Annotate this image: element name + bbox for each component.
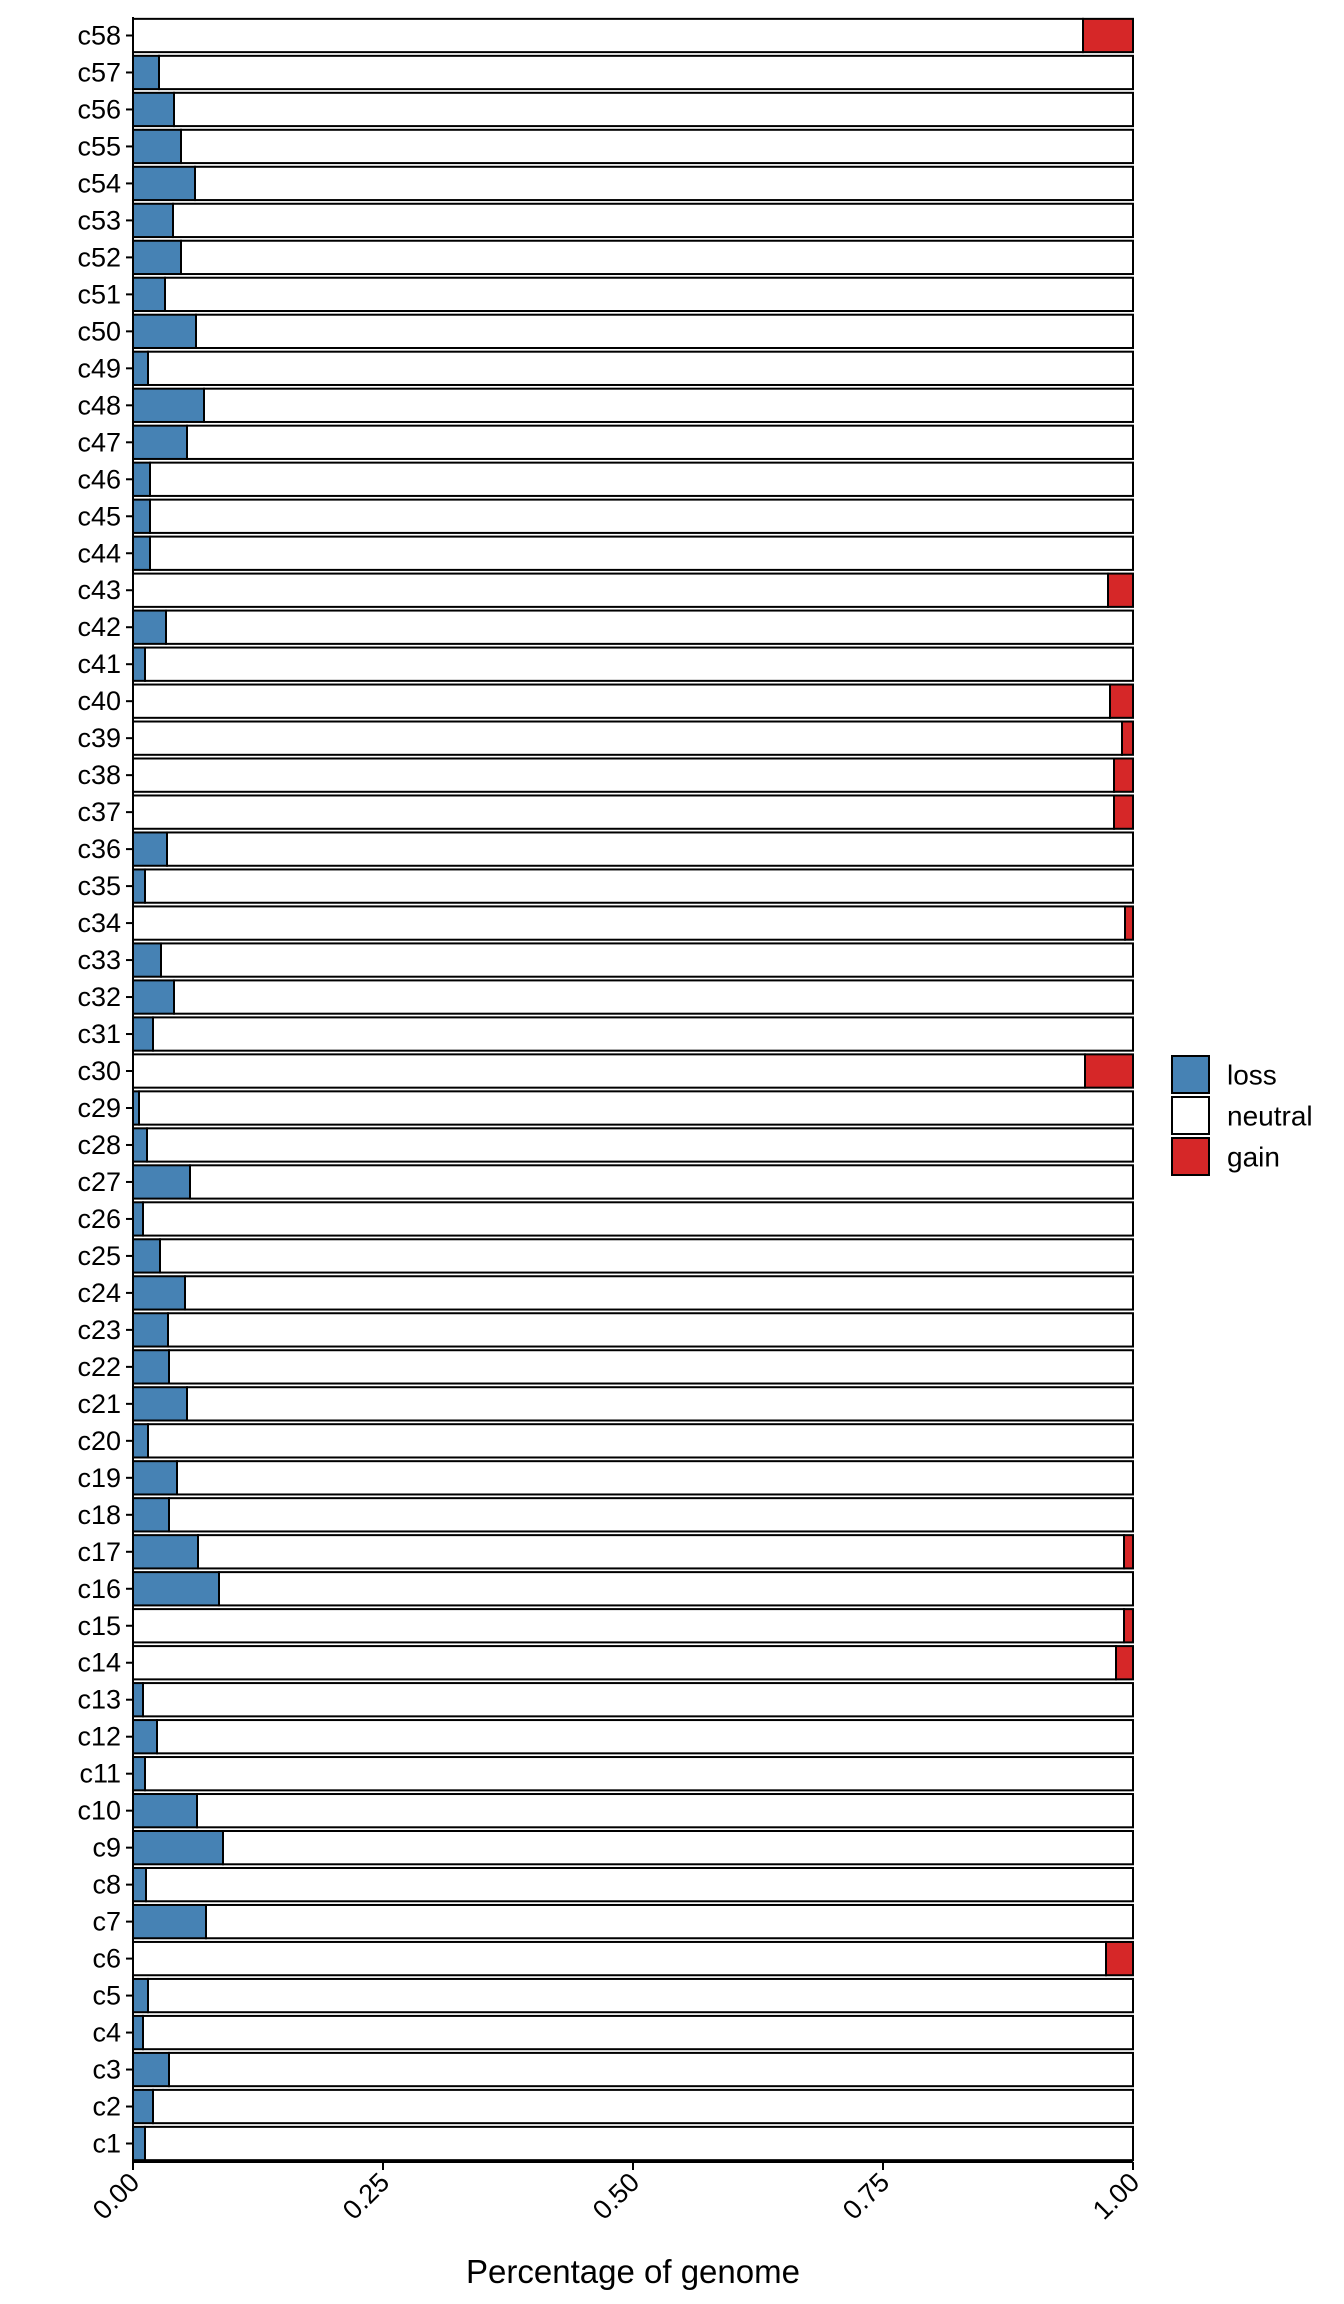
y-tick-label-c22: c22 <box>77 1351 121 1382</box>
bar-loss-c27 <box>133 1165 190 1198</box>
bar-neutral-c6 <box>133 1942 1106 1975</box>
bar-neutral-c21 <box>187 1387 1133 1420</box>
bar-neutral-c51 <box>165 278 1133 311</box>
bar-loss-c57 <box>133 56 159 89</box>
y-tick-label-c42: c42 <box>77 612 121 643</box>
bar-loss-c36 <box>133 832 167 865</box>
bar-neutral-c52 <box>181 241 1133 274</box>
y-tick-label-c57: c57 <box>77 57 121 88</box>
x-tick-label: 0.25 <box>336 2167 396 2226</box>
bar-neutral-c24 <box>185 1276 1133 1309</box>
bar-loss-c5 <box>133 1979 148 2012</box>
bar-neutral-c19 <box>177 1461 1133 1494</box>
bar-neutral-c33 <box>161 943 1133 976</box>
bar-loss-c49 <box>133 352 148 385</box>
bar-neutral-c40 <box>133 685 1110 718</box>
bar-neutral-c42 <box>166 611 1133 644</box>
bar-gain-c30 <box>1085 1054 1133 1087</box>
bar-loss-c22 <box>133 1350 169 1383</box>
y-tick-label-c52: c52 <box>77 242 121 273</box>
bar-loss-c20 <box>133 1424 148 1457</box>
y-tick-label-c46: c46 <box>77 464 121 495</box>
y-tick-label-c44: c44 <box>77 538 121 569</box>
y-tick-label-c37: c37 <box>77 797 121 828</box>
y-tick-label-c19: c19 <box>77 1462 121 1493</box>
y-tick-label-c54: c54 <box>77 168 121 199</box>
bar-neutral-c29 <box>139 1091 1133 1124</box>
y-tick-label-c6: c6 <box>92 1943 121 1974</box>
y-tick-label-c12: c12 <box>77 1721 121 1752</box>
bar-gain-c37 <box>1114 795 1133 828</box>
y-tick-label-c3: c3 <box>92 2054 121 2085</box>
bar-loss-c23 <box>133 1313 168 1346</box>
bar-neutral-c55 <box>181 130 1133 163</box>
bar-loss-c45 <box>133 500 150 533</box>
bar-neutral-c44 <box>150 537 1133 570</box>
bar-loss-c41 <box>133 648 145 681</box>
y-tick-label-c49: c49 <box>77 353 121 384</box>
bar-loss-c8 <box>133 1868 146 1901</box>
bar-neutral-c50 <box>196 315 1133 348</box>
bar-neutral-c22 <box>169 1350 1133 1383</box>
x-tick-label: 1.00 <box>1086 2167 1146 2226</box>
y-tick-label-c8: c8 <box>92 1869 121 1900</box>
bar-neutral-c15 <box>133 1609 1124 1642</box>
bar-loss-c53 <box>133 204 173 237</box>
y-tick-label-c47: c47 <box>77 427 121 458</box>
bar-loss-c19 <box>133 1461 177 1494</box>
bar-loss-c26 <box>133 1202 143 1235</box>
y-tick-label-c33: c33 <box>77 945 121 976</box>
y-tick-label-c1: c1 <box>92 2128 121 2159</box>
y-tick-label-c26: c26 <box>77 1203 121 1234</box>
bar-loss-c2 <box>133 2090 153 2123</box>
bar-neutral-c32 <box>174 980 1133 1013</box>
y-tick-label-c53: c53 <box>77 205 121 236</box>
bar-loss-c4 <box>133 2016 143 2049</box>
x-tick-label: 0.75 <box>836 2167 896 2226</box>
bar-loss-c33 <box>133 943 161 976</box>
bar-gain-c38 <box>1114 759 1133 792</box>
bar-loss-c11 <box>133 1757 145 1790</box>
bar-loss-c52 <box>133 241 181 274</box>
bar-neutral-c16 <box>219 1572 1133 1605</box>
bar-neutral-c26 <box>143 1202 1133 1235</box>
y-tick-label-c29: c29 <box>77 1092 121 1123</box>
y-tick-label-c45: c45 <box>77 501 121 532</box>
bar-loss-c7 <box>133 1905 206 1938</box>
y-tick-label-c13: c13 <box>77 1684 121 1715</box>
bar-loss-c9 <box>133 1831 223 1864</box>
bar-neutral-c56 <box>174 93 1133 126</box>
bar-neutral-c37 <box>133 795 1114 828</box>
y-tick-label-c21: c21 <box>77 1388 121 1419</box>
bar-loss-c12 <box>133 1720 157 1753</box>
bar-loss-c50 <box>133 315 196 348</box>
legend-key-loss <box>1172 1056 1209 1093</box>
bar-loss-c55 <box>133 130 181 163</box>
y-tick-label-c15: c15 <box>77 1610 121 1641</box>
bar-neutral-c54 <box>195 167 1133 200</box>
bar-neutral-c48 <box>204 389 1133 422</box>
bar-neutral-c31 <box>153 1017 1133 1050</box>
y-tick-label-c2: c2 <box>92 2091 121 2122</box>
y-tick-label-c28: c28 <box>77 1129 121 1160</box>
y-tick-label-c24: c24 <box>77 1277 121 1308</box>
bar-neutral-c18 <box>169 1498 1133 1531</box>
bar-loss-c35 <box>133 869 145 902</box>
bar-neutral-c13 <box>143 1683 1133 1716</box>
legend-label-neutral: neutral <box>1227 1100 1313 1132</box>
legend-label-gain: gain <box>1227 1141 1280 1173</box>
bar-neutral-c3 <box>169 2053 1133 2086</box>
bar-neutral-c46 <box>150 463 1133 496</box>
bar-neutral-c4 <box>143 2016 1133 2049</box>
bar-loss-c21 <box>133 1387 187 1420</box>
bar-loss-c10 <box>133 1794 197 1827</box>
x-tick-label: 0.00 <box>86 2167 146 2226</box>
bar-neutral-c9 <box>223 1831 1133 1864</box>
y-axis <box>77 17 133 2162</box>
bar-neutral-c53 <box>173 204 1133 237</box>
bar-neutral-c27 <box>190 1165 1133 1198</box>
bar-neutral-c45 <box>150 500 1133 533</box>
bar-loss-c25 <box>133 1239 160 1272</box>
bar-gain-c15 <box>1124 1609 1133 1642</box>
y-tick-label-c32: c32 <box>77 982 121 1013</box>
x-axis-title: Percentage of genome <box>466 2253 800 2290</box>
y-tick-label-c27: c27 <box>77 1166 121 1197</box>
y-tick-label-c58: c58 <box>77 20 121 51</box>
bar-neutral-c47 <box>187 426 1133 459</box>
y-tick-label-c14: c14 <box>77 1647 121 1678</box>
bar-loss-c1 <box>133 2127 145 2160</box>
bar-loss-c51 <box>133 278 165 311</box>
bar-neutral-c34 <box>133 906 1125 939</box>
y-tick-label-c25: c25 <box>77 1240 121 1271</box>
bar-neutral-c49 <box>148 352 1133 385</box>
legend-key-gain <box>1172 1138 1209 1175</box>
x-axis <box>87 2162 1145 2225</box>
bar-loss-c28 <box>133 1128 147 1161</box>
bar-gain-c40 <box>1110 685 1133 718</box>
y-tick-label-c4: c4 <box>92 2017 121 2048</box>
legend <box>1172 1056 1313 1175</box>
bar-neutral-c2 <box>153 2090 1133 2123</box>
y-tick-label-c48: c48 <box>77 390 121 421</box>
y-tick-label-c41: c41 <box>77 649 121 680</box>
bar-loss-c13 <box>133 1683 143 1716</box>
bar-neutral-c28 <box>147 1128 1133 1161</box>
bar-loss-c17 <box>133 1535 198 1568</box>
bar-loss-c16 <box>133 1572 219 1605</box>
bar-neutral-c5 <box>148 1979 1133 2012</box>
y-tick-label-c16: c16 <box>77 1573 121 1604</box>
bar-loss-c18 <box>133 1498 169 1531</box>
bar-loss-c42 <box>133 611 166 644</box>
bar-neutral-c7 <box>206 1905 1133 1938</box>
bar-gain-c17 <box>1124 1535 1133 1568</box>
bar-neutral-c12 <box>157 1720 1133 1753</box>
bar-loss-c54 <box>133 167 195 200</box>
bar-neutral-c14 <box>133 1646 1116 1679</box>
bar-loss-c47 <box>133 426 187 459</box>
bar-neutral-c57 <box>159 56 1133 89</box>
legend-key-neutral <box>1172 1097 1209 1134</box>
y-tick-label-c23: c23 <box>77 1314 121 1345</box>
y-tick-label-c39: c39 <box>77 723 121 754</box>
bar-loss-c32 <box>133 980 174 1013</box>
legend-label-loss: loss <box>1227 1059 1277 1091</box>
y-tick-label-c7: c7 <box>92 1906 121 1937</box>
y-tick-label-c40: c40 <box>77 686 121 717</box>
bar-neutral-c1 <box>145 2127 1133 2160</box>
bar-neutral-c58 <box>133 19 1083 52</box>
bar-loss-c31 <box>133 1017 153 1050</box>
bar-neutral-c39 <box>133 722 1122 755</box>
bar-neutral-c8 <box>146 1868 1133 1901</box>
y-tick-label-c17: c17 <box>77 1536 121 1567</box>
bar-gain-c39 <box>1122 722 1133 755</box>
y-tick-label-c5: c5 <box>92 1980 121 2011</box>
y-tick-label-c55: c55 <box>77 131 121 162</box>
bar-loss-c44 <box>133 537 150 570</box>
bar-neutral-c35 <box>145 869 1133 902</box>
y-tick-label-c11: c11 <box>79 1758 121 1789</box>
y-tick-label-c43: c43 <box>77 575 121 606</box>
y-tick-label-c56: c56 <box>77 94 121 125</box>
bar-neutral-c25 <box>160 1239 1133 1272</box>
bar-neutral-c11 <box>145 1757 1133 1790</box>
bar-neutral-c38 <box>133 759 1114 792</box>
bar-loss-c24 <box>133 1276 185 1309</box>
y-tick-label-c51: c51 <box>77 279 121 310</box>
bar-neutral-c10 <box>197 1794 1133 1827</box>
bar-gain-c34 <box>1125 906 1133 939</box>
y-tick-label-c31: c31 <box>77 1019 121 1050</box>
bar-neutral-c36 <box>167 832 1133 865</box>
bars-layer <box>133 19 1133 2160</box>
y-tick-label-c10: c10 <box>77 1795 121 1826</box>
x-tick-label: 0.50 <box>586 2167 646 2226</box>
y-tick-label-c9: c9 <box>92 1832 121 1863</box>
bar-loss-c46 <box>133 463 150 496</box>
y-tick-label-c50: c50 <box>77 316 121 347</box>
y-tick-label-c18: c18 <box>77 1499 121 1530</box>
y-tick-label-c30: c30 <box>77 1056 121 1087</box>
bar-neutral-c30 <box>133 1054 1085 1087</box>
bar-neutral-c41 <box>145 648 1133 681</box>
bar-neutral-c20 <box>148 1424 1133 1457</box>
bar-gain-c43 <box>1108 574 1133 607</box>
y-tick-label-c35: c35 <box>77 871 121 902</box>
bar-gain-c58 <box>1083 19 1133 52</box>
y-tick-label-c34: c34 <box>77 908 121 939</box>
bar-neutral-c23 <box>168 1313 1133 1346</box>
y-tick-label-c36: c36 <box>77 834 121 865</box>
y-tick-label-c38: c38 <box>77 760 121 791</box>
bar-neutral-c43 <box>133 574 1108 607</box>
bar-neutral-c17 <box>198 1535 1124 1568</box>
bar-gain-c14 <box>1116 1646 1133 1679</box>
bar-loss-c48 <box>133 389 204 422</box>
bar-loss-c56 <box>133 93 174 126</box>
bar-gain-c6 <box>1106 1942 1133 1975</box>
bar-loss-c3 <box>133 2053 169 2086</box>
y-tick-label-c20: c20 <box>77 1425 121 1456</box>
